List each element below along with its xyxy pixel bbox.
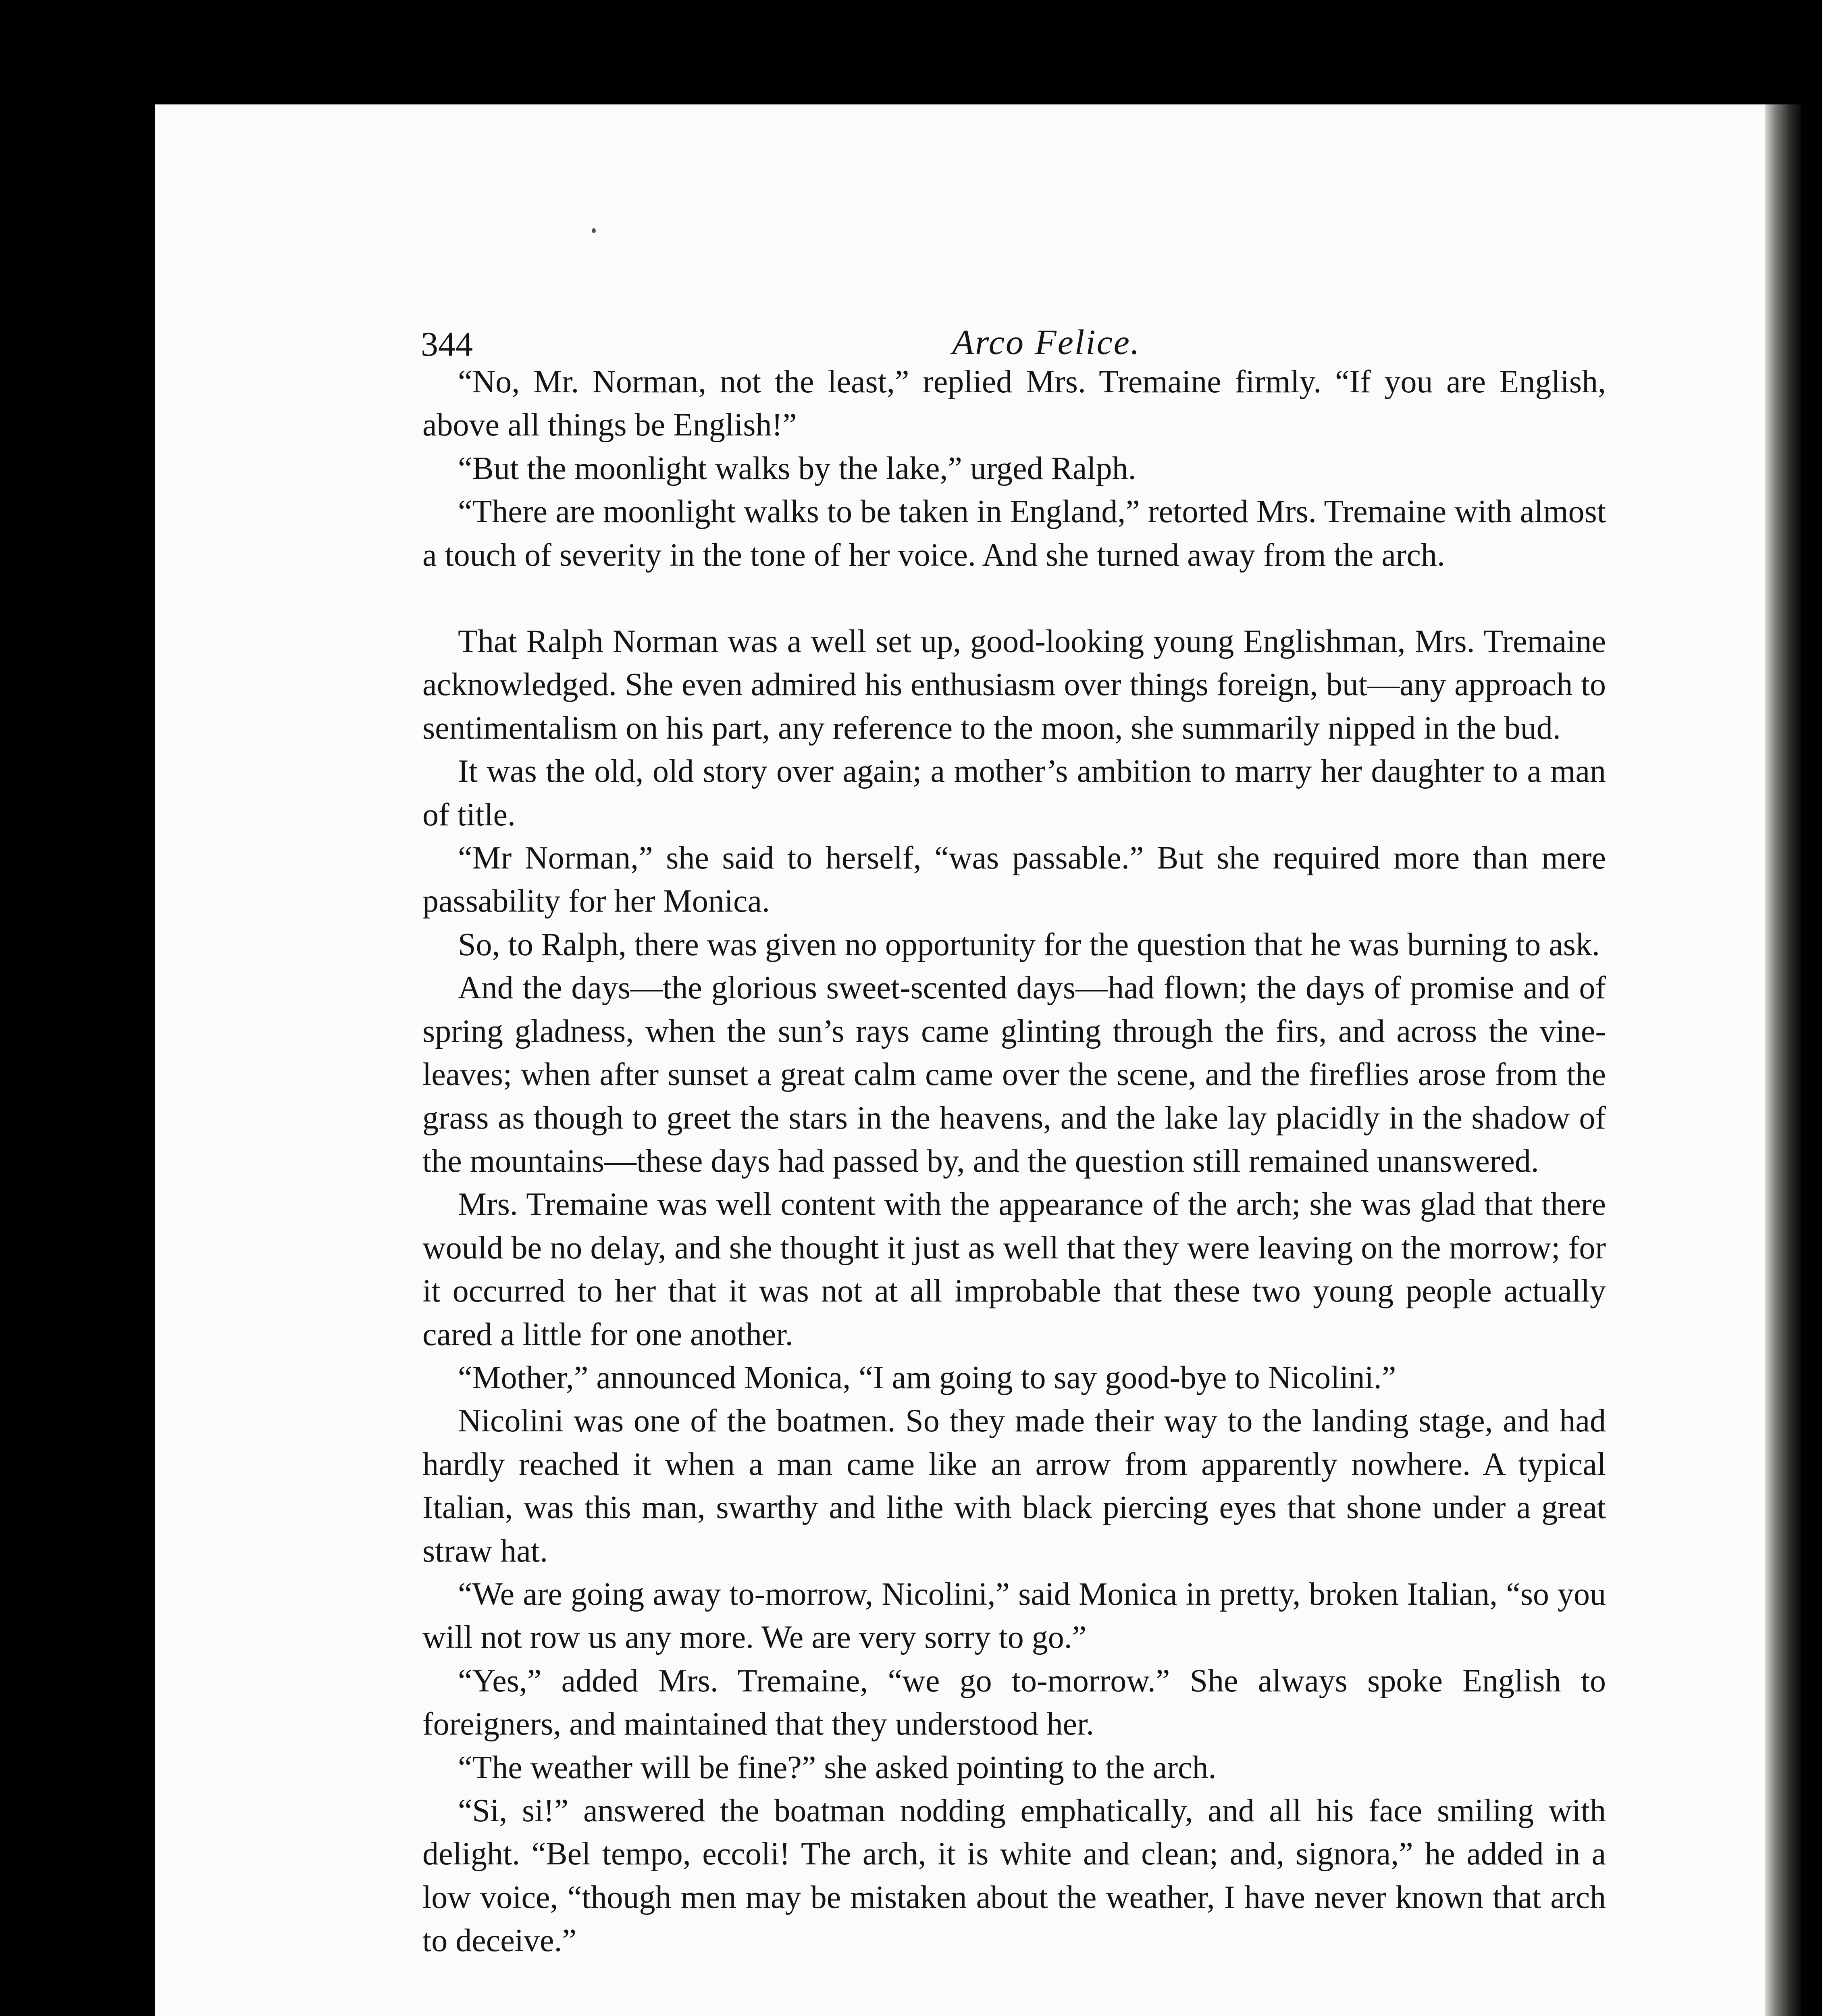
page-edge bbox=[1765, 104, 1801, 2016]
paragraph: “Yes,” added Mrs. Tremaine, “we go to-morrow.” She always spoke English to foreigners, and maintained that they understood her. bbox=[422, 1663, 1606, 1742]
paragraph: And the days—the glorious sweet-scented days—had flown; the days of promise and of spring gladness, when the sun’s rays came glinting through the firs, and across the vine-leaves; when after sunset a great calm came over the scene, and the fireflies arose from the grass as though to greet the stars in the heavens, and the lake lay placidly in the shadow of the mountains—these days had passed by, and the question still remained unanswered. bbox=[422, 970, 1606, 1179]
paragraph: “Mother,” announced Monica, “I am going to say good-bye to Nicolini.” bbox=[458, 1360, 1396, 1395]
paragraph: “The weather will be fine?” she asked pointing to the arch. bbox=[458, 1749, 1217, 1785]
paragraph: “Si, si!” answered the boatman nodding emphatically, and all his face smiling with delight. “Bel tempo, eccoli! The arch, it is white and clean; and, signora,” he added in a low voice, “though men may be mistaken about the weather, I have never known that arch to deceive.” bbox=[422, 1793, 1606, 1959]
page-text bbox=[422, 310, 1606, 1963]
paragraph: Mrs. Tremaine was well content with the appearance of the arch; she was glad that there would be no delay, and she thought it just as well that they were leaving on the morrow; for it occurred to her that it was not at all improbable that these two young people actually cared a little for one another. bbox=[422, 1187, 1606, 1352]
ink-speck bbox=[592, 228, 596, 233]
paragraph: “There are moonlight walks to be taken in England,” retorted Mrs. Tremaine with almost a touch of severity in the tone of her voice. And she turned away from the arch. bbox=[422, 494, 1606, 573]
paragraph: “No, Mr. Norman, not the least,” replied Mrs. Tremaine firmly. “If you are English, above all things be English!” bbox=[422, 364, 1606, 443]
paragraph: It was the old, old story over again; a mother’s ambition to marry her daughter to a man of title. bbox=[422, 754, 1606, 833]
paragraph: “But the moonlight walks by the lake,” urged Ralph. bbox=[458, 450, 1136, 486]
page-number: 344 bbox=[421, 325, 473, 363]
paragraph: “Mr Norman,” she said to herself, “was passable.” But she required more than mere passability for her Monica. bbox=[422, 840, 1606, 919]
paragraph: So, to Ralph, there was given no opportunity for the question that he was burning to ask. bbox=[458, 927, 1600, 962]
paragraph: “We are going away to-morrow, Nicolini,” said Monica in pretty, broken Italian, “so you will not row us any more. We are very sorry to go.” bbox=[422, 1576, 1606, 1656]
running-title: Arco Felice. bbox=[952, 323, 1141, 362]
running-head bbox=[421, 310, 1606, 363]
paragraph: That Ralph Norman was a well set up, good-looking young Englishman, Mrs. Tremaine acknowledged. She even admired his enthusiasm over things foreign, but—any approach to sentimentalism on his part, any reference to the moon, she summarily nipped in the bud. bbox=[422, 624, 1606, 746]
paragraph: Nicolini was one of the boatmen. So they made their way to the landing stage, and had hardly reached it when a man came like an arrow from apparently nowhere. A typical Italian, was this man, swarthy and lithe with black piercing eyes that shone under a great straw hat. bbox=[422, 1403, 1606, 1569]
